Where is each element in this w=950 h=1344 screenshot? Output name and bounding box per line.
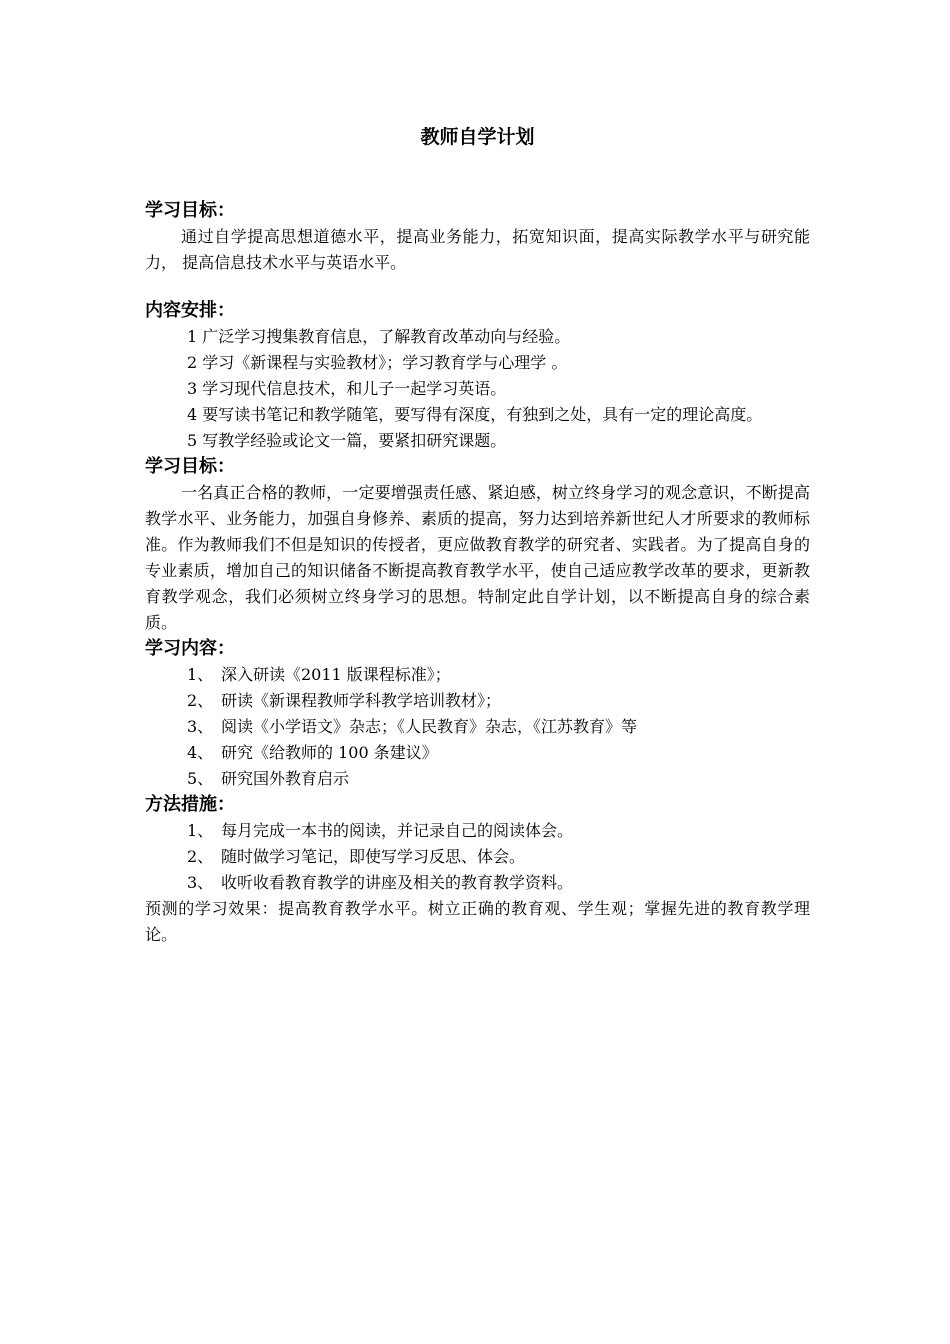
- document-page: [145, 0, 810, 1344]
- list-number: 2、: [187, 847, 214, 866]
- list-item: 4 要写读书笔记和教学随笔，要写得有深度，有独到之处，具有一定的理论高度。: [187, 405, 763, 424]
- list-number: 3、: [187, 717, 214, 736]
- goals-2-paragraph: 一名真正合格的教师，一定要增强责任感、紧迫感，树立终身学习的观念意识，不断提高教学水平、业务能力，加强自身修养、素质的提高，努力达到培养新世纪人才所要求的教师标准。作为教师我们不但是知识的传授者，更应做教育教学的研究者、实践者。为了提高自身的专业素质，增加自己的知识储备不断提高教育教学水平，使自己适应教学改革的要求，更新教育教学观念，我们必须树立终身学习的思想。特制定此自学计划，以不断提高自身的综合素质。: [145, 483, 810, 632]
- spacer: [145, 276, 810, 298]
- list-number: 1、: [187, 821, 214, 840]
- section-heading-goals: 学习目标：: [145, 200, 235, 221]
- section-heading-methods: 方法措施：: [145, 794, 235, 815]
- list-item: [145, 766, 810, 792]
- arrangement-list: [145, 324, 810, 454]
- list-item: 5 写教学经验或论文一篇，要紧扣研究课题。: [187, 431, 507, 450]
- methods-list: [145, 818, 810, 896]
- list-item: [145, 740, 810, 766]
- section-heading-content: 学习内容：: [145, 638, 235, 659]
- section-heading-arrangement: 内容安排：: [145, 300, 235, 321]
- list-number: 1、: [187, 665, 214, 684]
- list-text: 深入研读《2011 版课程标准》；: [221, 665, 451, 684]
- list-item: 1 广泛学习搜集教育信息，了解教育改革动向与经验。: [187, 327, 571, 346]
- list-number: 3、: [187, 873, 214, 892]
- list-item: [145, 818, 810, 844]
- document-title: 教师自学计划: [420, 126, 535, 148]
- list-text: 每月完成一本书的阅读，并记录自己的阅读体会。: [221, 821, 574, 840]
- list-text: 研究国外教育启示: [221, 769, 350, 788]
- list-number: 2、: [187, 691, 214, 710]
- list-item: [145, 688, 810, 714]
- list-item: [145, 870, 810, 896]
- list-item: [145, 714, 810, 740]
- closing-paragraph: 预测的学习效果：提高教育教学水平。树立正确的教育观、学生观；掌握先进的教育教学理论。: [145, 899, 810, 944]
- content-list: [145, 662, 810, 792]
- section-heading-goals-2: 学习目标：: [145, 456, 235, 477]
- list-item: 3 学习现代信息技术，和儿子一起学习英语。: [187, 379, 507, 398]
- list-number: 5、: [187, 769, 214, 788]
- list-text: 阅读《小学语文》杂志；《人民教育》杂志，《江苏教育》等: [221, 717, 638, 736]
- list-number: 4、: [187, 743, 214, 762]
- list-item: 2 学习《新课程与实验教材》；学习教育学与心理学 。: [187, 353, 568, 372]
- list-text: 研读《新课程教师学科教学培训教材》；: [221, 691, 502, 710]
- goals-paragraph: 通过自学提高思想道德水平，提高业务能力，拓宽知识面，提高实际教学水平与研究能力， 提高信息技术水平与英语水平。: [145, 227, 810, 272]
- list-text: 收听收看教育教学的讲座及相关的教育教学资料。: [221, 873, 574, 892]
- list-text: 研究《给教师的 100 条建议》: [221, 743, 438, 762]
- list-item: [145, 844, 810, 870]
- list-text: 随时做学习笔记，即使写学习反思、体会。: [221, 847, 526, 866]
- document-body: [145, 198, 810, 948]
- list-item: [145, 662, 810, 688]
